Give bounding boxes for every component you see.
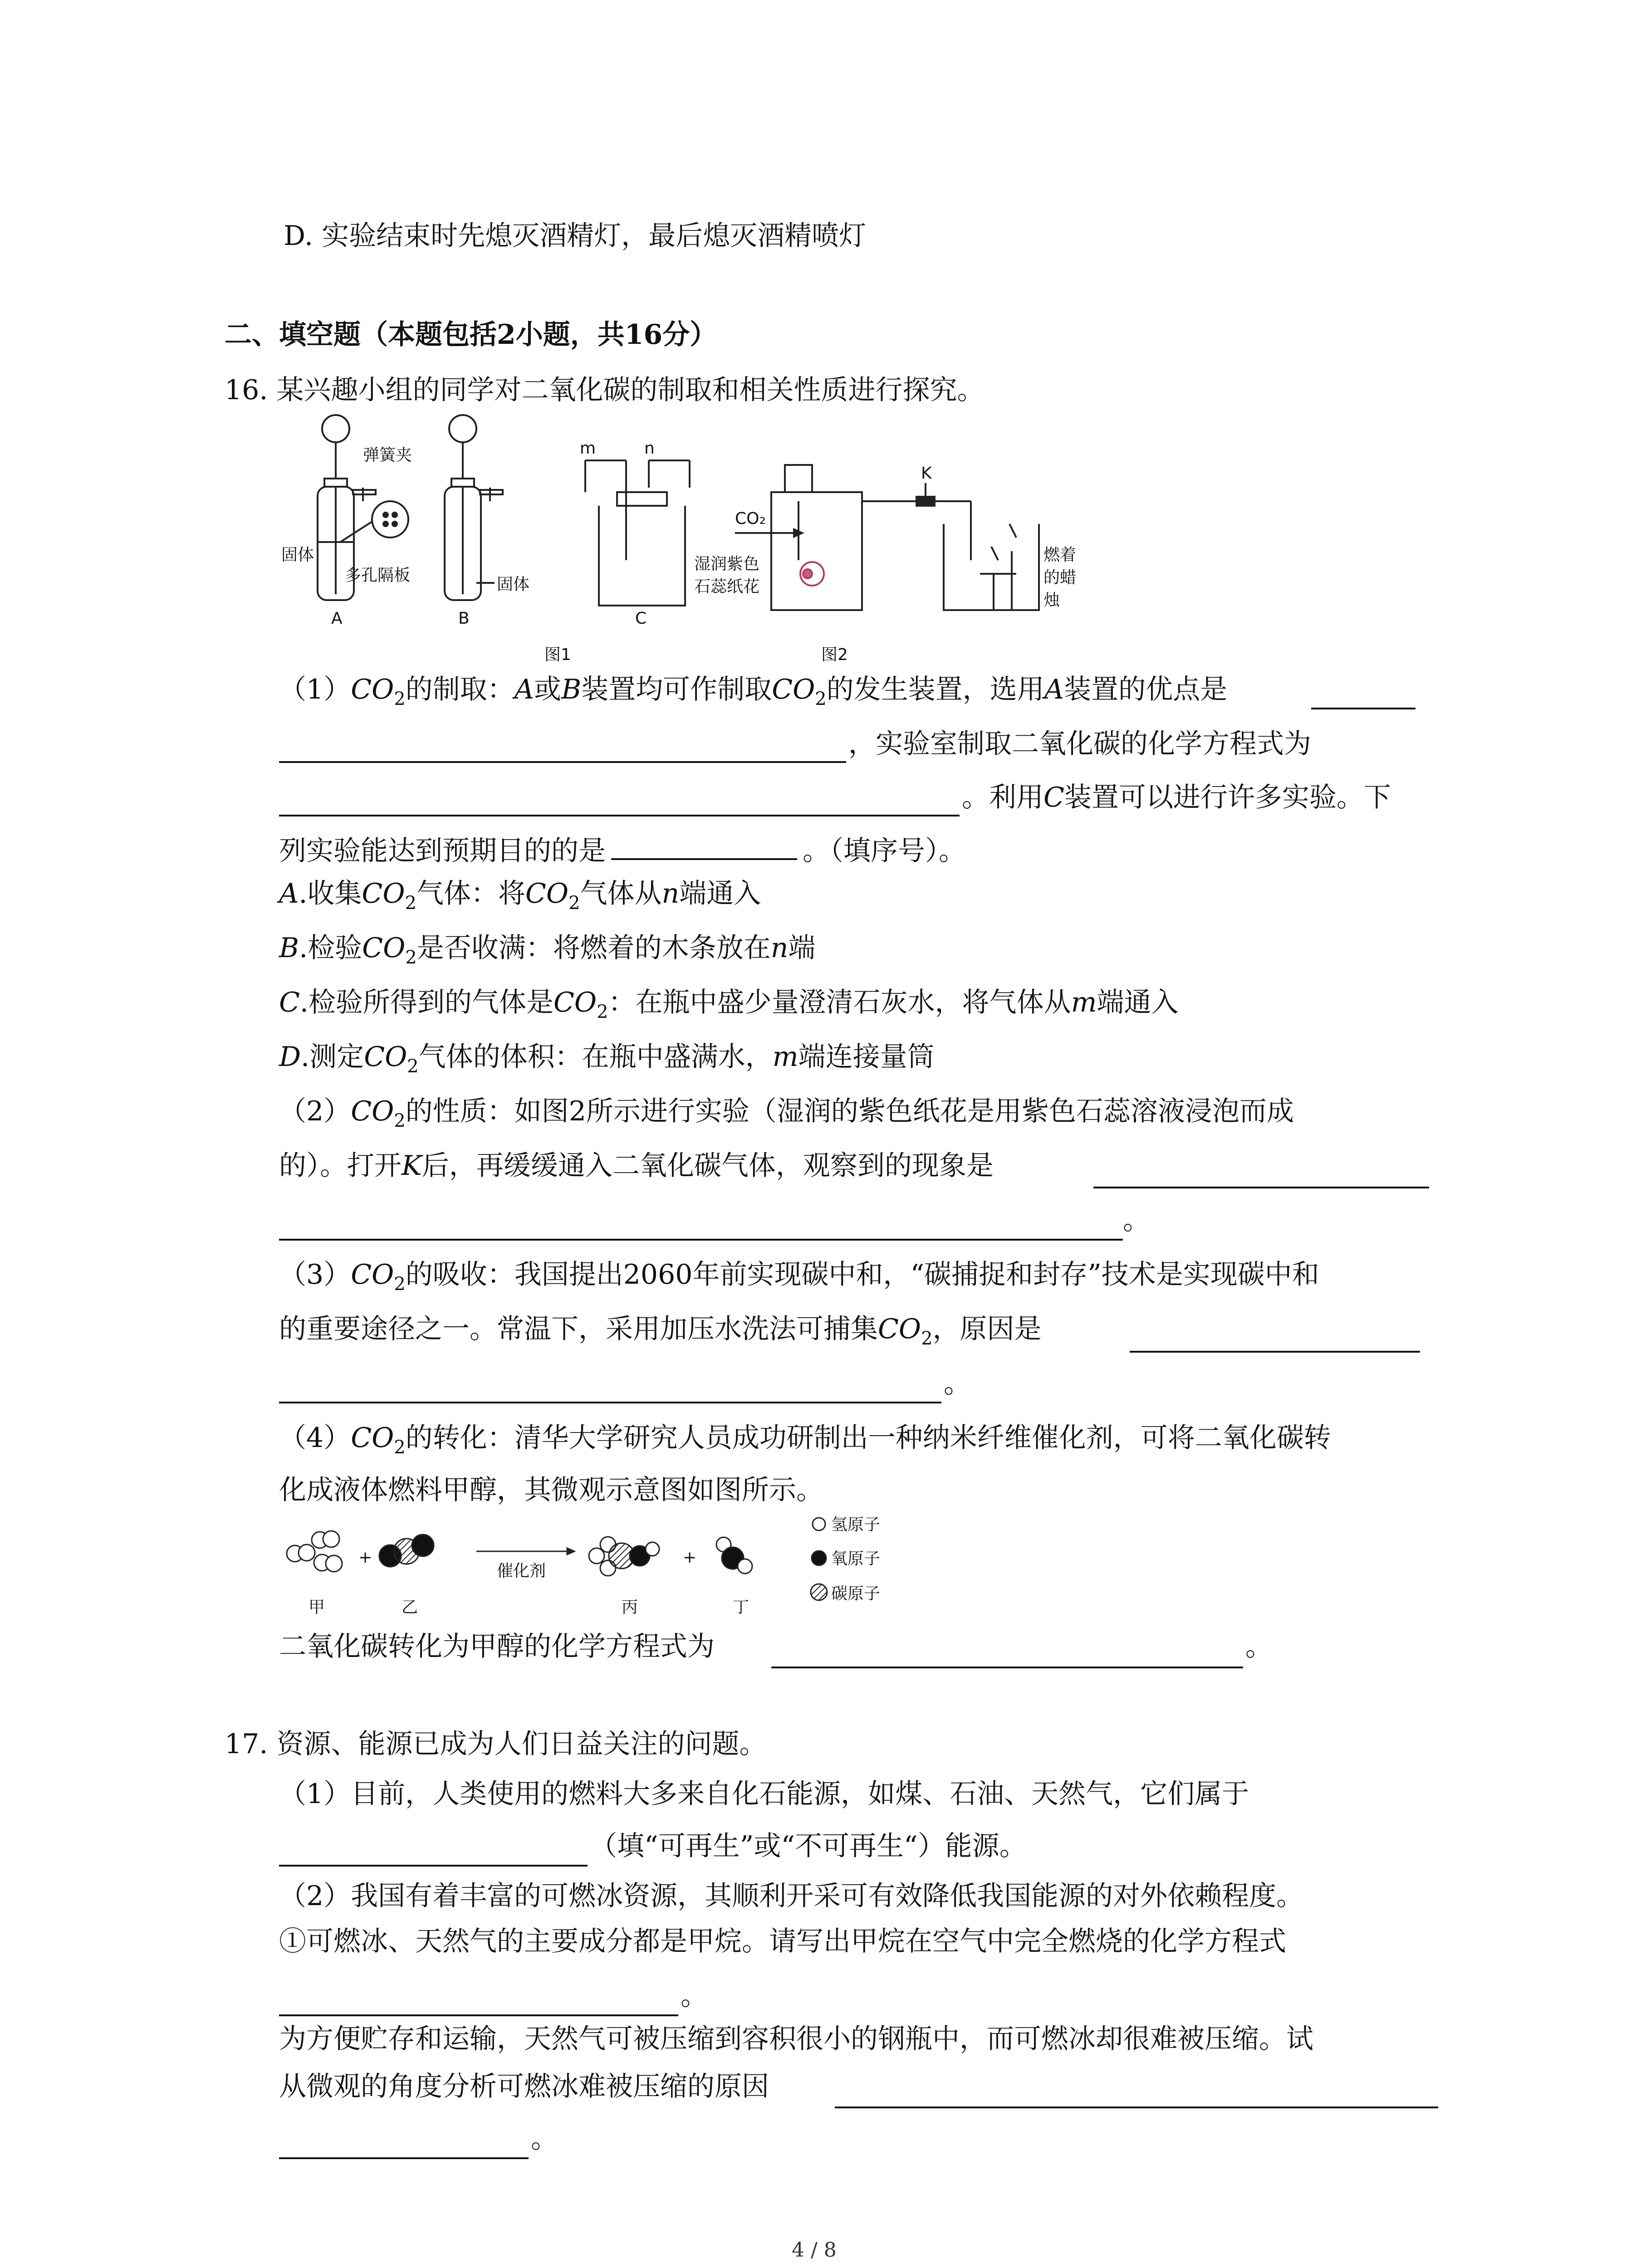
q17-blank-reason[interactable] (835, 2081, 1438, 2108)
micro-bing: 丙 (622, 1598, 638, 1617)
q16-p3-line2: 的重要途径之一。常温下，采用加压水洗法可捕集$CO_2$，原因是 (279, 1313, 1042, 1349)
q17-p1-line1: （1）目前，人类使用的燃料大多来自化石能源，如煤、石油、天然气，它们属于 (279, 1778, 1249, 1810)
q16-p2-line2: 的）。打开K后，再缓缓通入二氧化碳气体，观察到的现象是 (279, 1150, 994, 1182)
q15-option-d: D. 实验结束时先熄灭酒精灯，最后熄灭酒精喷灯 (284, 220, 867, 252)
q16-p4-line2: 化成液体燃料甲醇，其微观示意图如图所示。 (279, 1474, 823, 1506)
q17-p2-line2: ①可燃冰、天然气的主要成分都是甲烷。请写出甲烷在空气中完全燃烧的化学方程式 (279, 1926, 1286, 1957)
q16-p1-line1: $(1)CO_2$的制取：A或B装置均可作制取$CO_2$的发生装置，选用A装置的优点是 (279, 674, 1228, 709)
micro-yi: 乙 (402, 1598, 418, 1617)
fig2-candle-1: 燃着 (1043, 546, 1077, 564)
fig2-k: K (921, 464, 932, 483)
q16-p3-line1: $(3)CO_2$的吸收：我国提出2060年前实现碳中和，“碳捕捉和封存”技术是实现碳中和 (279, 1259, 1319, 1295)
q16-blank-phenomenon-2[interactable] (279, 1213, 1123, 1241)
fig1-solid-a: 固体 (281, 546, 314, 564)
fig1-label-m: m (580, 439, 596, 458)
q16-p3-end: 。 (944, 1368, 971, 1399)
q16-stem: 16. 某兴趣小组的同学对二氧化碳的制取和相关性质进行探究。 (225, 374, 985, 406)
micro-ding: 丁 (733, 1598, 749, 1617)
q16-p4-line3: 二氧化碳转化为甲醇的化学方程式为 (279, 1631, 715, 1662)
micro-jia: 甲 (309, 1598, 325, 1617)
fig2-candle-3: 烛 (1043, 591, 1060, 610)
q16-option-a: A.收集$CO_2$气体：将$CO_2$气体从n端通入 (279, 878, 761, 914)
q16-p4-line1: $(4)CO_2$的转化：清华大学研究人员成功研制出一种纳米纤维催化剂，可将二氧化碳转 (279, 1422, 1331, 1458)
q17-p2-line2-end: 。 (681, 1980, 708, 2012)
micro-catalyst: 催化剂 (497, 1562, 546, 1580)
micro-plus-2: + (683, 1548, 697, 1567)
fig1-label-n: n (644, 439, 655, 458)
q16-blank-advantage[interactable] (1311, 682, 1416, 709)
q17-p2-line1: （2）我国有着丰富的可燃冰资源，其顺利开采可有效降低我国能源的对外依赖程度。 (279, 1880, 1304, 1912)
fig1-label-b: B (458, 609, 470, 628)
micro-legend-o: 氧原子 (831, 1549, 881, 1568)
micro-legend-c: 碳原子 (831, 1584, 881, 1603)
micro-plus-1: + (358, 1548, 372, 1567)
fig2-wet-line2: 石蕊纸花 (694, 577, 760, 596)
q16-blank-methanol-equation[interactable] (771, 1641, 1243, 1668)
q16-p1-line3: 。利用C装置可以进行许多实验。下 (962, 782, 1391, 813)
q17-blank-reason-2[interactable] (279, 2132, 529, 2159)
q16-blank-reason-2[interactable] (279, 1376, 941, 1403)
fig1-label-a: A (331, 609, 343, 628)
q16-blank-phenomenon[interactable] (1093, 1161, 1429, 1188)
q17-p2-line4: 从微观的角度分析可燃冰难被压缩的原因 (279, 2071, 769, 2102)
fig2-caption: 图2 (821, 645, 848, 664)
fig1-solid-b: 固体 (497, 575, 530, 594)
q16-p1-line2: ，实验室制取二氧化碳的化学方程式为 (848, 728, 1311, 760)
q16-p4-end: 。 (1245, 1631, 1273, 1662)
q17-stem: 17. 资源、能源已成为人们日益关注的问题。 (225, 1728, 767, 1760)
q17-p2-end: 。 (531, 2123, 558, 2155)
q17-p2-line3: 为方便贮存和运输，天然气可被压缩到容积很小的钢瓶中，而可燃冰却很难被压缩。试 (279, 2023, 1313, 2055)
section-heading: 二、填空题（本题包括2小题，共16分） (225, 319, 717, 351)
q16-blank-equation-2[interactable] (279, 789, 960, 816)
q16-option-c: C.检验所得到的气体是$CO_2$：在瓶中盛少量澄清石灰水，将气体从m端通入 (279, 987, 1179, 1022)
q16-p1-line4: 列实验能达到预期目的的是 。（填序号）。 (279, 833, 966, 869)
fig2-co2: CO₂ (735, 509, 766, 528)
q16-option-b: B.检验$CO_2$是否收满：将燃着的木条放在n端 (279, 932, 816, 968)
fig1-caption: 图1 (544, 645, 571, 664)
q17-blank-energy-type[interactable] (279, 1839, 588, 1867)
q16-p2-line1: $(2)CO_2$的性质：如图2所示进行实验（湿润的紫色纸花是用紫色石蕊溶液浸泡而成 (279, 1095, 1294, 1131)
q17-p1-line2: （填“可再生”或“不可再生“）能源。 (590, 1830, 1027, 1862)
fig1-label-c: C (635, 609, 647, 628)
fig2-wet-line1: 湿润紫色 (694, 555, 760, 573)
q16-blank-reason[interactable] (1130, 1325, 1420, 1353)
fig1-porous-plate: 多孔隔板 (345, 566, 411, 585)
q17-blank-methane-equation[interactable] (279, 1989, 678, 2016)
micro-legend-h: 氢原子 (831, 1515, 881, 1534)
q16-p2-end: 。 (1123, 1204, 1150, 1236)
q16-option-d: D.测定$CO_2$气体的体积：在瓶中盛满水，m端连接量筒 (279, 1041, 935, 1077)
q16-apparatus-figure (272, 411, 1134, 669)
fig2-candle-2: 的蜡 (1043, 568, 1077, 587)
fig1-spring-clip: 弹簧夹 (363, 446, 412, 464)
q16-blank-equation[interactable] (279, 736, 846, 763)
q16-blank-select[interactable] (611, 833, 797, 860)
q16-micro-diagram (277, 1513, 957, 1626)
page-number: 4 / 8 (792, 2239, 837, 2262)
